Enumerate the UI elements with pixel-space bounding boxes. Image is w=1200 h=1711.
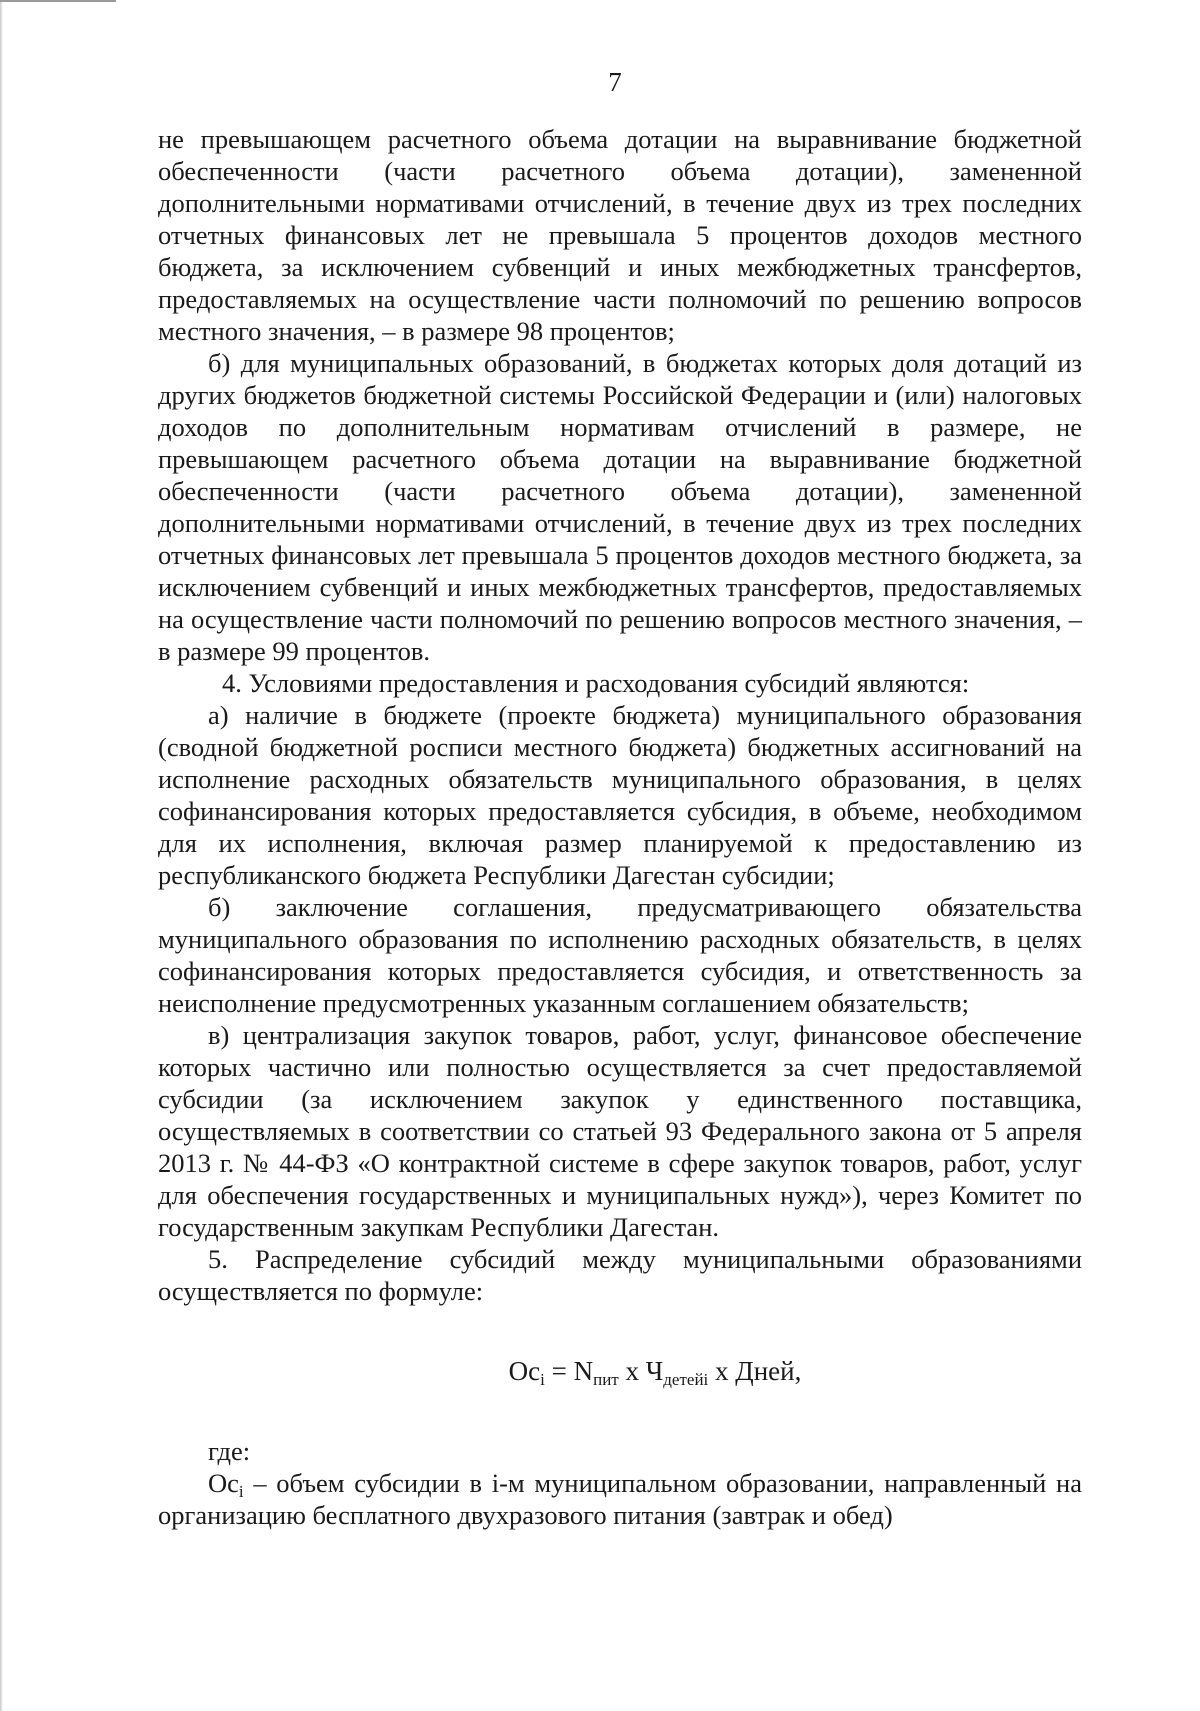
where-label: где: (208, 1436, 251, 1466)
paragraph-item-b-2: б) заключение соглашения, предусматривающего обязательства муниципального образования по исполнению расходных обязательств, в целях софинансирования которых предоставляется субсидия, и ответственность за неисполнение предусмотренных указанным соглашением обязательств; (158, 892, 1082, 1018)
paragraph-section-5: 5. Распределение субсидий между муниципальными образованиями осуществляется по формуле: (158, 1244, 1082, 1306)
formula-equals: = (544, 1356, 574, 1386)
scan-edge-left (0, 0, 3, 1711)
distribution-formula (158, 1355, 1082, 1387)
paragraph-item-b: б) для муниципальных образований, в бюджетах которых доля дотаций из других бюджетов бюджетной системы Российской Федерации и (или) налоговых доходов по дополнительным нормативам отчислений в размере, не превышающем расчетного объема дотации на выравнивание бюджетной обеспеченности (части расчетного объема дотации), замененной дополнительными нормативами отчислений, в течение двух из трех последних отчетных финансовых лет превышала 5 процентов доходов местного бюджета, за исключением субвенций и иных межбюджетных трансфертов, предоставляемых на осуществление части полномочий по решению вопросов местного значения, – в размере 99 процентов. (158, 348, 1082, 666)
formula-times-1: x (618, 1356, 646, 1386)
formula-lhs-subscript: i (540, 1370, 545, 1389)
formula-lhs: Ос (508, 1356, 541, 1386)
formula-times-2: x (708, 1356, 736, 1386)
definition-text: – объем субсидии в i-м муниципальном образовании, направленный на организацию бесплатного двухразового питания (завтрак и обед) (158, 1468, 1082, 1530)
paragraph-section-4: 4. Условиями предоставления и расходования субсидий являются: (222, 668, 970, 698)
paragraph-item-v: в) централизация закупок товаров, работ, услуг, финансовое обеспечение которых частично или полностью осуществляется за счет предоставляемой субсидии (за исключением закупок у единственного поставщика, осуществляемых в соответствии со статьей 93 Федерального закона от 5 апреля 2013 г. № 44-ФЗ «О контрактной системе в сфере закупок товаров, работ, услуг для обеспечения государственных и муниципальных нужд»), через Комитет по государственным закупкам Республики Дагестан. (158, 1020, 1082, 1242)
document-body (158, 123, 1082, 1531)
scan-edge-top (0, 0, 116, 2)
paragraph-item-a: а) наличие в бюджете (проекте бюджета) муниципального образования (сводной бюджетной росписи местного бюджета) бюджетных ассигнований на исполнение расходных обязательств муниципального образования, в целях софинансирования которых предоставляется субсидия, в объеме, необходимом для их исполнения, включая размер планируемой к предоставлению из республиканского бюджета Республики Дагестан субсидии; (158, 700, 1082, 890)
paragraph-continuation: не превышающем расчетного объема дотации на выравнивание бюджетной обеспеченности (части расчетного объема дотации), замененной дополнительными нормативами отчислений, в течение двух из трех последних отчетных финансовых лет не превышала 5 процентов доходов местного бюджета, за исключением субвенций и иных межбюджетных трансфертов, предоставляемых на осуществление части полномочий по решению вопросов местного значения, – в размере 98 процентов; (158, 124, 1082, 346)
formula-children: Ч (645, 1356, 664, 1386)
formula-n-subscript: пит (593, 1370, 619, 1389)
formula-days: Дней, (735, 1356, 802, 1386)
formula-children-subscript: детейi (663, 1370, 709, 1389)
page-number: 7 (608, 67, 622, 97)
formula-n: N (573, 1356, 594, 1386)
definition-symbol-subscript: i (238, 1482, 244, 1501)
definition-symbol: Ос (208, 1468, 239, 1498)
definition-paragraph (158, 1467, 1082, 1531)
